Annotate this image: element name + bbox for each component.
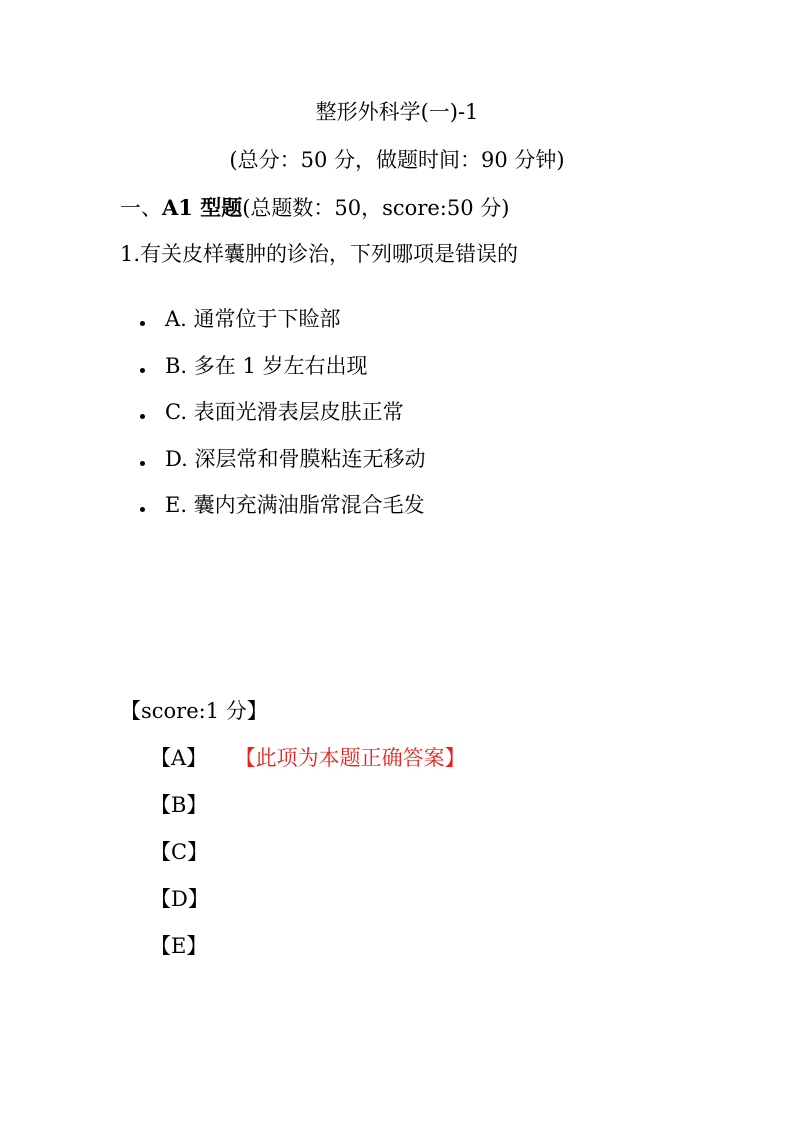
option-text: E. 囊内充满油脂常混合毛发 [165,493,425,517]
answer-label: 【A】 [150,746,208,770]
correct-answer-note: 【此项为本题正确答案】 [245,746,466,770]
option-text: D. 深层常和骨膜粘连无移动 [165,446,426,471]
option-item [140,490,425,537]
option-item [140,351,425,398]
option-text: C. 表面光滑表层皮肤正常 [165,400,404,424]
option-text: B. 多在 1 岁左右出现 [165,353,368,378]
answer-label: 【B】 [150,793,208,817]
score-label: 【score:1 分】 [120,699,268,723]
option-text: A. 通常位于下睑部 [165,307,341,331]
answer-label: 【D】 [150,887,209,911]
answer-label: 【C】 [150,840,209,864]
answer-list [150,743,466,978]
bullet-icon [140,321,145,326]
option-list [140,304,425,537]
option-item [140,397,425,444]
bullet-icon [140,507,145,512]
question-text: 1.有关皮样囊肿的诊治，下列哪项是错误的 [120,242,519,266]
bullet-icon [140,461,145,466]
section-info: (总题数：50，score:50 分) [242,196,510,220]
option-item [140,304,425,351]
section-prefix: 一、 [120,196,162,220]
answer-row [150,790,466,837]
exam-info: (总分：50 分，做题时间：90 分钟) [229,148,565,172]
answer-row [150,837,466,884]
answer-row [150,884,466,931]
answer-row [150,743,466,790]
option-item [140,444,425,491]
answer-row [150,931,466,978]
section-name: A1 型题 [162,195,243,220]
bullet-icon [140,414,145,419]
bullet-icon [140,368,145,373]
section-heading [120,194,509,222]
answer-label: 【E】 [150,934,208,958]
page-title: 整形外科学(一)-1 [315,100,479,124]
